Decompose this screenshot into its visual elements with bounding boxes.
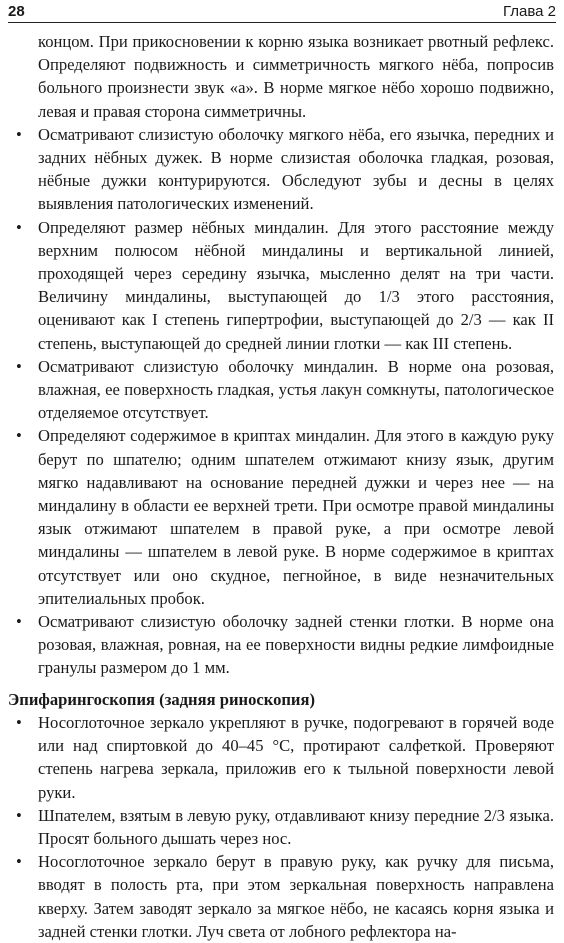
- list-item-text: Осматривают слизистую оболочку мягкого нёба, его язычка, передних и задних нёбных дужек. В норме слизистая оболочка гладкая, розовая, нёбные дужки контурируются. Обследуют зубы и десны в целях выявления патологических изменений.: [38, 124, 554, 214]
- bullet-icon: •: [16, 852, 22, 872]
- bullet-icon: •: [16, 612, 22, 632]
- page-number: 28: [8, 3, 25, 20]
- epipharyngoscopy-list: [16, 711, 554, 943]
- list-item: [16, 216, 554, 355]
- list-item-text: Определяют содержимое в криптах миндалин. Для этого в каждую руку берут по шпателю; одним шпателем отжимают книзу язык, другим мягко надавливают на основание передней дужки и через нее — на миндалину в области ее верхней трети. При осмотре правой миндалины язык отжимают шпателем в правой руке, а при осмотре левой миндалины — шпателем в левой руке. В норме содержимое в криптах отсутствует или оно скудное, пегнойное, в виде незначительных эпителиальных пробок.: [38, 426, 554, 608]
- bullet-icon: •: [16, 426, 22, 446]
- list-item: [16, 355, 554, 425]
- chapter-title: Глава 2: [502, 3, 556, 20]
- list-item: [16, 711, 554, 804]
- list-item-text: Осматривают слизистую оболочку задней стенки глотки. В норме она розовая, влажная, ровная, на ее поверхности видны редкие лимфоидные гранулы размером до 1 мм.: [38, 612, 554, 678]
- list-item-text: Определяют размер нёбных миндалин. Для этого расстояние между верхним полюсом нёбной миндалины и вертикальной линией, проходящей через середину язычка, мысленно делят на три части. Величину миндалины, выступающей до 1/3 этого расстояния, оценивают как I степень гипертрофии, выступающей до 2/3 — как II степень, выступающей до средней линии глотки — как III степень.: [38, 217, 554, 353]
- list-item-text: Носоглоточное зеркало укрепляют в ручке, подогревают в горячей воде или над спиртовкой до 40–45 °С, протирают салфеткой. Проверяют степень нагрева зеркала, приложив его к тыльной поверхности левой руки.: [38, 712, 554, 802]
- section-heading: Эпифарингоскопия (задняя риноскопия): [8, 689, 316, 709]
- examination-list: [16, 123, 554, 680]
- continued-paragraph: концом. При прикосновении к корню языка возникает рвотный рефлекс. Определяют подвижность и симметричность мягкого нёба, попросив больного произнести звук «а». В норме мягкое нёбо хорошо подвижно, левая и правая сторона симметричны.: [38, 32, 554, 121]
- bullet-icon: •: [16, 805, 22, 825]
- bullet-icon: •: [16, 712, 22, 732]
- list-item-text: Осматривают слизистую оболочку миндалин. В норме она розовая, влажная, ее поверхность гладкая, устья лакун сомкнуты, патологическое отделяемое отсутствует.: [38, 356, 554, 423]
- list-item: [16, 804, 554, 850]
- list-item: [16, 850, 554, 943]
- list-item-text: Шпателем, взятым в левую руку, отдавливают книзу передние 2/3 языка. Просят больного дышать через нос.: [38, 805, 554, 848]
- list-item-text: Носоглоточное зеркало берут в правую руку, как ручку для письма, вводят в полость рта, при этом зеркальная поверхность направлена кверху. Затем заводят зеркало за мягкое нёбо, не касаясь корня языка и задней стенки глотки. Луч света от лобного рефлектора на-: [38, 852, 554, 941]
- list-item: [16, 610, 554, 680]
- bullet-icon: •: [16, 217, 22, 237]
- bullet-icon: •: [16, 124, 22, 144]
- page-content: [8, 30, 556, 943]
- list-item: [16, 424, 554, 610]
- running-header: [8, 0, 556, 23]
- bullet-icon: •: [16, 356, 22, 376]
- list-item: [16, 123, 554, 216]
